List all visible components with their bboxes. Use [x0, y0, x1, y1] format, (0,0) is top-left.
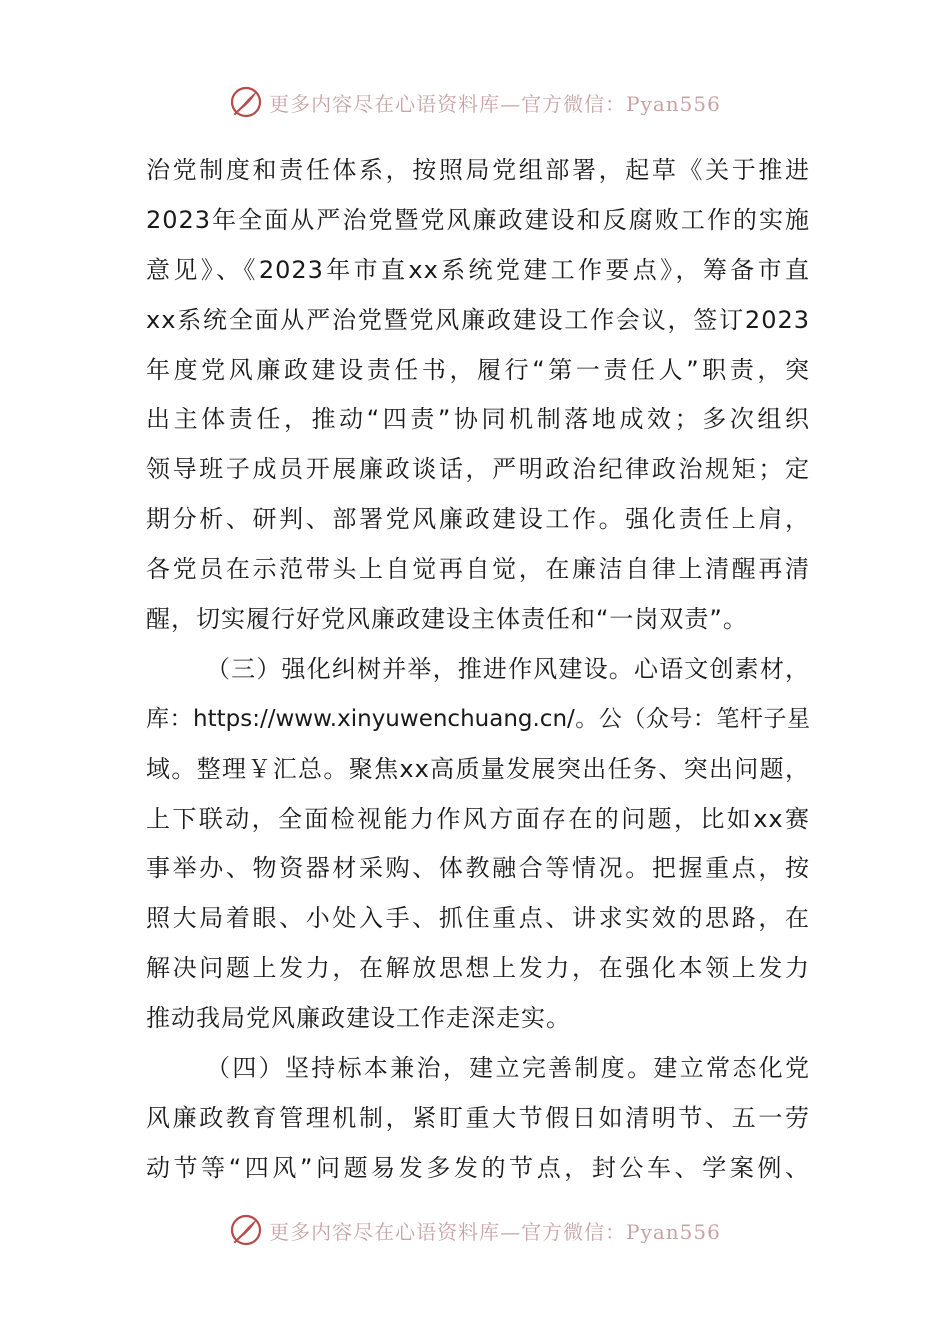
quill-logo-icon — [229, 1213, 263, 1247]
text-line: 域。整理￥汇总。聚焦xx高质量发展突出任务、突出问题， — [146, 754, 810, 783]
text-line: 出主体责任，推动“四责”协同机制落地成效；多次组织 — [146, 405, 810, 434]
document-body — [146, 146, 810, 1194]
text-line: 动节等“四风”问题易发多发的节点，封公车、学案例、 — [146, 1153, 810, 1182]
text-line: 年度党风廉政建设责任书，履行“第一责任人”职责，突 — [146, 355, 810, 384]
text-line: 领导班子成员开展廉政谈话，严明政治纪律政治规矩；定 — [146, 455, 810, 484]
text-line: 解决问题上发力，在解放思想上发力，在强化本领上发力 — [146, 954, 810, 983]
section-heading-line: （四）坚持标本兼治，建立完善制度。建立常态化党 — [206, 1054, 810, 1083]
text-line: 推动我局党风廉政建设工作走深走实。 — [146, 1004, 571, 1033]
quill-logo-icon — [229, 85, 263, 119]
section-heading-line: （三）强化纠树并举，推进作风建设。心语文创素材， — [206, 654, 810, 683]
footer-banner-text: 更多内容尽在心语资料库—官方微信：Pyan556 — [269, 1219, 721, 1244]
header-banner — [0, 82, 950, 122]
text-line: 期分析、研判、部署党风廉政建设工作。强化责任上肩， — [146, 505, 810, 534]
footer-banner — [0, 1210, 950, 1250]
text-line: 治党制度和责任体系，按照局党组部署，起草《关于推进 — [146, 156, 810, 184]
text-line: 上下联动，全面检视能力作风方面存在的问题，比如xx赛 — [146, 804, 810, 833]
text-line: 风廉政教育管理机制，紧盯重大节假日如清明节、五一劳 — [146, 1103, 810, 1132]
text-line: 意见》、《2023年市直xx系统党建工作要点》，筹备市直 — [146, 255, 810, 284]
text-line: xx系统全面从严治党暨党风廉政建设工作会议，签订2023 — [146, 305, 810, 334]
text-line: 2023年全面从严治党暨党风廉政建设和反腐败工作的实施 — [146, 205, 810, 234]
text-line: 事举办、物资器材采购、体教融合等情况。把握重点，按 — [146, 854, 810, 883]
header-banner-text: 更多内容尽在心语资料库—官方微信：Pyan556 — [269, 91, 721, 116]
text-line: 醒，切实履行好党风廉政建设主体责任和“一岗双责”。 — [146, 605, 748, 634]
text-line: 库：https://www.xinyuwenchuang.cn/。公（众号：笔杆子星 — [146, 705, 810, 732]
text-line: 照大局着眼、小处入手、抓住重点、讲求实效的思路，在 — [146, 904, 810, 933]
text-line: 各党员在示范带头上自觉再自觉，在廉洁自律上清醒再清 — [146, 555, 810, 584]
